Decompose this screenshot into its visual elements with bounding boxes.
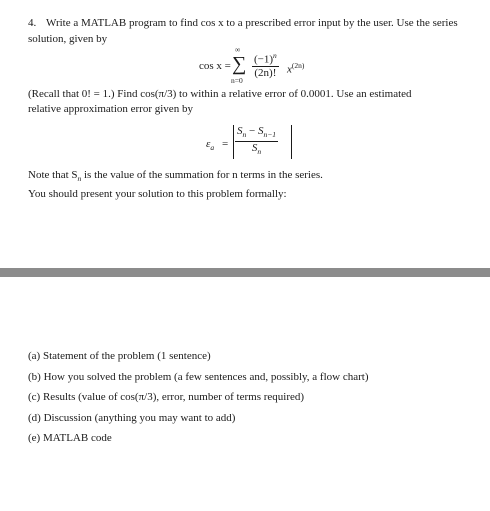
problem-line-1: Write a MATLAB program to find cos x to a prescribed error input by the user. Use the series	[46, 17, 458, 29]
problem-line-2: solution, given by	[28, 33, 108, 45]
problem-number: 4.	[28, 17, 37, 29]
series-term: $x^{(2n)}$	[287, 61, 305, 76]
note-line: Note that $S_n$ is the value of the summation for n terms in the series.	[28, 169, 323, 184]
error-lhs: $\varepsilon_a$	[206, 138, 215, 153]
abs-bar-left	[233, 125, 234, 159]
recall-line-1: (Recall that 0! = 1.) Find cos(π/3) to within a relative error of 0.0001. Use an estimated	[28, 88, 412, 100]
list-item: (e) MATLAB code	[28, 432, 112, 444]
list-item: (c) Results (value of cos(π/3), error, number of terms required)	[28, 391, 305, 403]
error-equals: =	[222, 138, 229, 150]
list-item: (b) How you solved the problem (a few sentences and, possibly, a flow chart)	[28, 371, 369, 383]
list-item: (a) Statement of the problem (1 sentence)	[28, 350, 211, 362]
section-divider	[0, 268, 490, 277]
present-line: You should present your solution to this problem formally:	[28, 188, 287, 200]
recall-line-2: relative approximation error given by	[28, 103, 193, 115]
sum-lower-limit: n=0	[231, 76, 243, 85]
error-fraction: $\frac{S_n - S_{n-1}}{S_n}$	[237, 125, 277, 157]
list-item: (d) Discussion (anything you may want to add)	[28, 412, 236, 424]
summation-sign: ∑	[232, 53, 247, 75]
abs-bar-right	[291, 125, 292, 159]
sum-upper-limit: ∞	[235, 45, 241, 54]
series-lhs: cos x =	[199, 60, 231, 72]
series-fraction: $\frac{(-1)^n}{(2n)!}$	[254, 51, 277, 79]
